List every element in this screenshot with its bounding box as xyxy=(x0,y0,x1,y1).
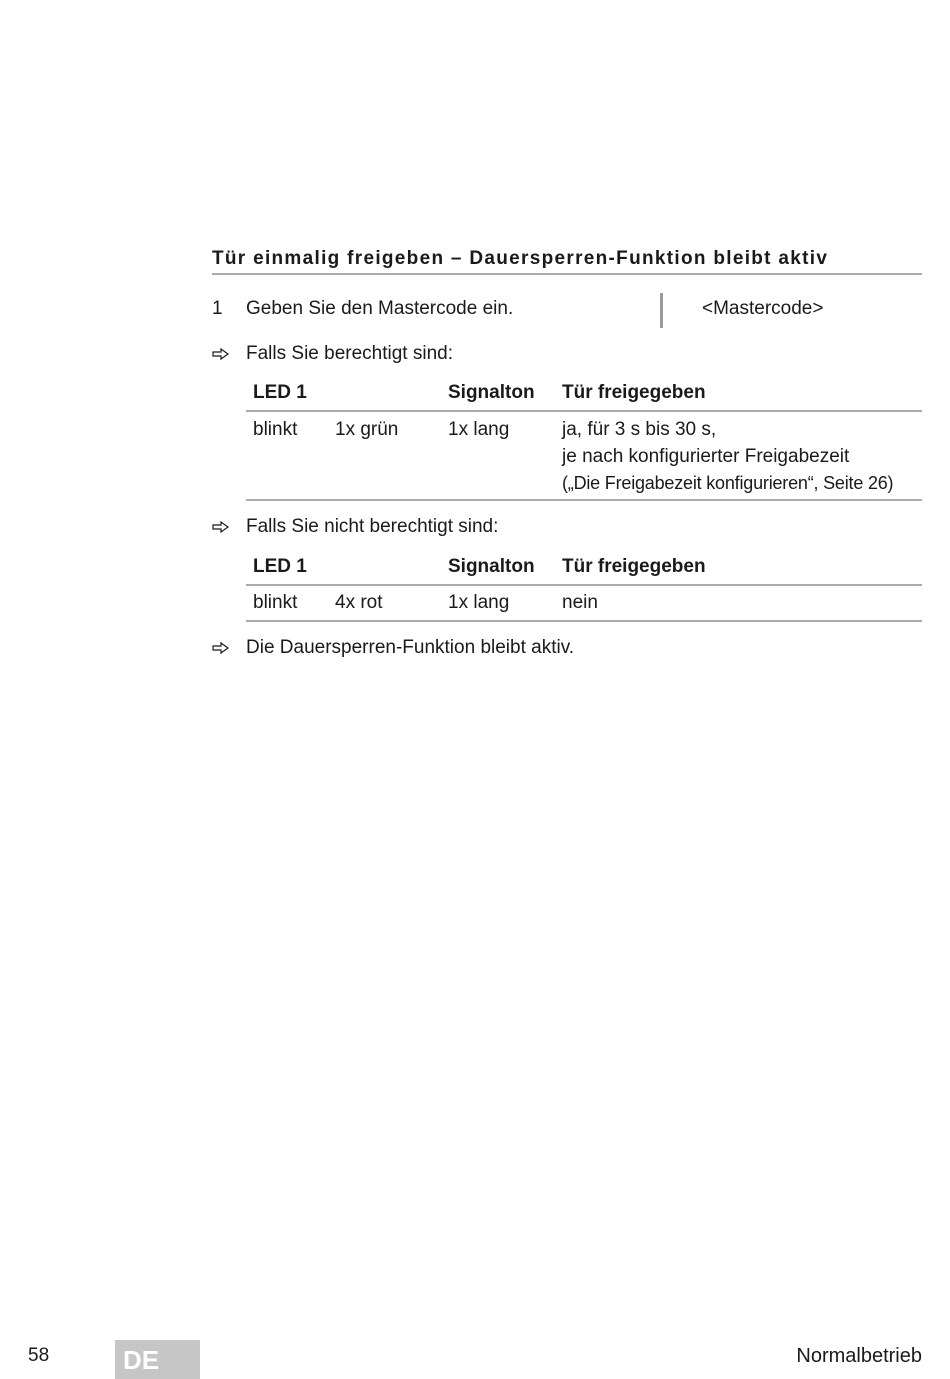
table-bottom-rule xyxy=(246,620,922,622)
result-text-authorized: Falls Sie berechtigt sind: xyxy=(246,343,453,364)
cell-signal: 1x lang xyxy=(448,592,510,613)
cell-door-line-2: je nach konfigurierter Freigabezeit xyxy=(562,446,850,467)
header-signal: Signalton xyxy=(448,556,535,577)
section-title-divider xyxy=(212,273,922,275)
step-input-label: <Mastercode> xyxy=(702,298,824,319)
cell-door-line-1: ja, für 3 s bis 30 s, xyxy=(562,419,717,440)
header-signal: Signalton xyxy=(448,382,535,403)
header-door: Tür freigegeben xyxy=(562,556,706,577)
cell-door: nein xyxy=(562,592,598,613)
result-arrow-icon xyxy=(212,348,229,360)
section-title: Tür einmalig freigeben – Dauersperren-Funktion bleibt aktiv xyxy=(212,248,829,269)
header-led: LED 1 xyxy=(253,382,307,403)
header-led: LED 1 xyxy=(253,556,307,577)
language-badge xyxy=(115,1340,200,1379)
cell-led-color: 1x grün xyxy=(335,419,399,440)
result-arrow-icon xyxy=(212,642,229,654)
result-text-unauthorized: Falls Sie nicht berechtigt sind: xyxy=(246,516,499,537)
header-door: Tür freigegeben xyxy=(562,382,706,403)
step-input-separator xyxy=(660,293,663,328)
result-arrow-icon xyxy=(212,521,229,533)
cell-led-state: blinkt xyxy=(253,592,298,613)
step-number: 1 xyxy=(212,298,223,319)
cell-led-color: 4x rot xyxy=(335,592,383,613)
step-instruction: Geben Sie den Mastercode ein. xyxy=(246,298,514,319)
cell-led-state: blinkt xyxy=(253,419,298,440)
page-number: 58 xyxy=(28,1345,50,1366)
cell-signal: 1x lang xyxy=(448,419,510,440)
table-header-rule xyxy=(246,410,922,412)
chapter-title: Normalbetrieb xyxy=(796,1345,922,1367)
language-label: DE xyxy=(123,1345,160,1375)
result-text-final: Die Dauersperren-Funktion bleibt aktiv. xyxy=(246,637,575,658)
table-bottom-rule xyxy=(246,499,922,501)
table-header-rule xyxy=(246,584,922,586)
cell-door-line-3: („Die Freigabezeit konfigurieren“, Seite 26) xyxy=(562,473,894,493)
